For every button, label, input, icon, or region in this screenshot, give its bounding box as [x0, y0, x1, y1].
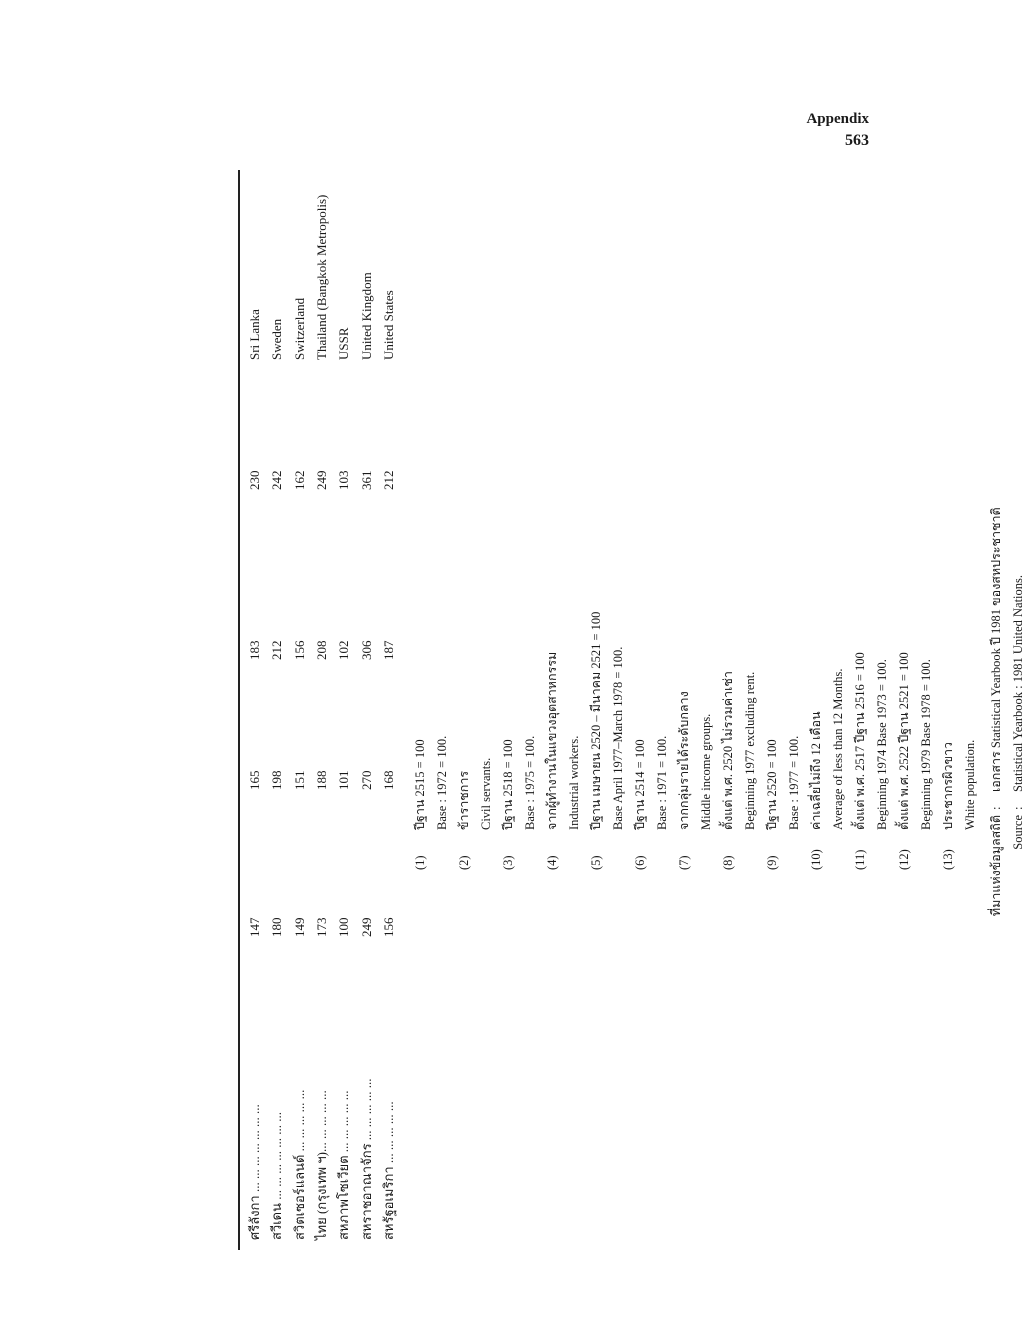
- footnote-line: [564, 170, 584, 870]
- value-4: 242: [269, 470, 285, 490]
- source-colon: :: [989, 806, 1003, 810]
- footnote-line: [938, 170, 958, 870]
- footnote-line: [762, 170, 782, 870]
- value-1: 180: [269, 917, 285, 937]
- footnote-line: [784, 170, 804, 870]
- country-thai: สวิตเซอร์แลนด์ ... ... ... ... ...: [291, 1089, 307, 1240]
- value-1: 173: [313, 917, 329, 937]
- footnote-number: (4): [545, 855, 559, 870]
- country-english: United States: [380, 290, 396, 360]
- value-1: 149: [291, 917, 307, 937]
- footnote-text: Beginning 1979 Base 1978 = 100.: [919, 659, 933, 830]
- footnote-line: [630, 170, 650, 870]
- footnote-line: [960, 170, 980, 870]
- footnote-line: [850, 170, 870, 870]
- source-thai-label: ที่มาแห่งข้อมูลสถิติ: [989, 815, 1003, 917]
- table-row: [244, 170, 266, 1250]
- footnote-text: Base April 1977–March 1978 = 100.: [611, 646, 625, 830]
- footnote-text: ตั้งแต่ พ.ศ. 2520 ไม่รวมค่าเช่า: [721, 671, 735, 830]
- value-3: 212: [269, 640, 285, 660]
- value-4: 249: [313, 470, 329, 490]
- country-thai: สหราชอาณาจักร ... ... ... ... ...: [358, 1078, 374, 1240]
- value-4: 162: [291, 470, 307, 490]
- value-3: 306: [358, 640, 374, 660]
- value-2: 101: [336, 770, 352, 790]
- value-4: 103: [336, 470, 352, 490]
- footnote-number: (13): [941, 849, 955, 870]
- country-english: Thailand (Bangkok Metropolis): [313, 194, 329, 360]
- footnote-text: ปีฐาน 2520 = 100: [765, 739, 779, 830]
- country-thai: ศรีลังกา ... ... ... ... ... ... ...: [247, 1104, 262, 1240]
- footnote-text: ปีฐาน 2514 = 100: [633, 739, 647, 830]
- footnote-number: (7): [677, 855, 691, 870]
- footnote-number: (2): [457, 855, 471, 870]
- footnote-line: [652, 170, 672, 870]
- country-thai: ไทย (กรุงเทพ ฯ)... ... ... ... ...: [313, 1090, 329, 1240]
- value-1: 100: [336, 917, 352, 937]
- footnote-line: [718, 170, 738, 870]
- footnote-text: จากผู้ทำงานในแขวงอุตสาหกรรม: [545, 651, 559, 830]
- country-thai: สหภาพโซเวียต ... ... ... ... ...: [336, 1090, 352, 1240]
- footnote-text: ปีฐาน เมษายน 2520 – มีนาคม 2521 = 100: [589, 611, 603, 830]
- value-2: 165: [247, 770, 262, 790]
- footnote-line: [410, 170, 430, 870]
- footnote-line: [476, 170, 496, 870]
- value-2: 168: [380, 770, 396, 790]
- country-thai: สหรัฐอเมริกา ... ... ... ... ...: [380, 1101, 396, 1240]
- value-4: 212: [380, 470, 396, 490]
- footnote-line: [586, 170, 606, 870]
- footnote-line: [740, 170, 760, 870]
- country-english: Switzerland: [291, 297, 307, 360]
- footnote-number: (9): [765, 855, 779, 870]
- value-3: 208: [313, 640, 329, 660]
- source-english-text: Statistical Yearbook : 1981 United Nations.: [1011, 575, 1025, 792]
- table-row: [266, 170, 288, 1250]
- table-row: [356, 170, 378, 1250]
- value-3: 187: [380, 640, 396, 660]
- footnote-line: [872, 170, 892, 870]
- footnote-line: [916, 170, 936, 870]
- footnote-number: (5): [589, 855, 603, 870]
- footnote-text: Civil servants.: [479, 757, 493, 830]
- footnote-text: ปีฐาน 2518 = 100: [501, 739, 515, 830]
- footnote-text: Beginning 1974 Base 1973 = 100.: [875, 659, 889, 830]
- footnote-number: (12): [897, 849, 911, 870]
- footnote-line: [454, 170, 474, 870]
- footnote-number: (1): [413, 855, 427, 870]
- table-bottom-rule: [238, 170, 240, 1250]
- value-2: 198: [269, 770, 285, 790]
- value-2: 151: [291, 770, 307, 790]
- footnote-text: ตั้งแต่ พ.ศ. 2522 ปีฐาน 2521 = 100: [897, 652, 911, 830]
- value-1: 156: [380, 917, 396, 937]
- footnote-text: Base : 1975 = 100.: [523, 735, 537, 830]
- footnote-line: [542, 170, 562, 870]
- value-4: 361: [358, 470, 374, 490]
- value-3: 183: [247, 640, 262, 660]
- footnote-text: Industrial workers.: [567, 735, 581, 830]
- page-number: 563: [845, 132, 869, 149]
- footnote-line: [674, 170, 694, 870]
- footnote-number: (11): [853, 849, 867, 870]
- footnote-text: Average of less than 12 Months.: [831, 668, 845, 830]
- footnote-number: (8): [721, 855, 735, 870]
- footnote-number: (10): [809, 849, 823, 870]
- footnote-text: Base : 1972 = 100.: [435, 735, 449, 830]
- footnote-text: ประชากรผิวขาว: [941, 741, 955, 830]
- footnote-line: [432, 170, 452, 870]
- footnote-line: [828, 170, 848, 870]
- footnote-line: [696, 170, 716, 870]
- source-thai: [986, 170, 1006, 950]
- footnote-text: White population.: [963, 739, 977, 830]
- footnote-text: ปีฐาน 2515 = 100: [413, 739, 427, 830]
- source-english: [1008, 170, 1028, 950]
- footnote-text: Middle income groups.: [699, 713, 713, 830]
- country-thai: สวีเดน ... ... ... ... ... ... ...: [269, 1111, 285, 1240]
- footnote-text: ตั้งแต่ พ.ศ. 2517 ปีฐาน 2516 = 100: [853, 652, 867, 830]
- footnote-line: [806, 170, 826, 870]
- footnote-text: ข้าราชการ: [457, 770, 471, 830]
- table-row: [311, 170, 333, 1250]
- footnote-text: Base : 1971 = 100.: [655, 735, 669, 830]
- footnote-text: จากกลุ่มรายได้ระดับกลาง: [677, 691, 691, 830]
- country-english: United Kingdom: [358, 272, 374, 360]
- footnote-line: [894, 170, 914, 870]
- table-row: [333, 170, 355, 1250]
- footnote-line: [608, 170, 628, 870]
- footnote-text: Beginning 1977 excluding rent.: [743, 671, 757, 830]
- table-row: [289, 170, 311, 1250]
- source-colon: :: [1011, 806, 1025, 810]
- source-english-label: Source: [1011, 815, 1025, 850]
- value-2: 270: [358, 770, 374, 790]
- footnote-number: (6): [633, 855, 647, 870]
- value-2: 188: [313, 770, 329, 790]
- footnote-number: (3): [501, 855, 515, 870]
- source-thai-text: เอกสาร Statistical Yearbook ปี 1981 ของสหประชาชาติ: [989, 507, 1003, 792]
- value-1: 249: [358, 917, 374, 937]
- table-row: [378, 170, 400, 1250]
- country-english: Sri Lanka: [247, 309, 262, 360]
- value-1: 147: [247, 917, 262, 937]
- footnote-text: ค่าเฉลี่ยไม่ถึง 12 เดือน: [809, 711, 823, 830]
- page-header: [806, 108, 869, 152]
- footnote-line: [520, 170, 540, 870]
- rotated-table-section: [230, 170, 1025, 1250]
- country-english: Sweden: [269, 318, 285, 360]
- value-3: 102: [336, 640, 352, 660]
- appendix-label: Appendix: [806, 111, 869, 127]
- value-4: 230: [247, 470, 262, 490]
- footnote-text: Base : 1977 = 100.: [787, 735, 801, 830]
- value-3: 156: [291, 640, 307, 660]
- country-english: USSR: [336, 327, 352, 360]
- footnote-line: [498, 170, 518, 870]
